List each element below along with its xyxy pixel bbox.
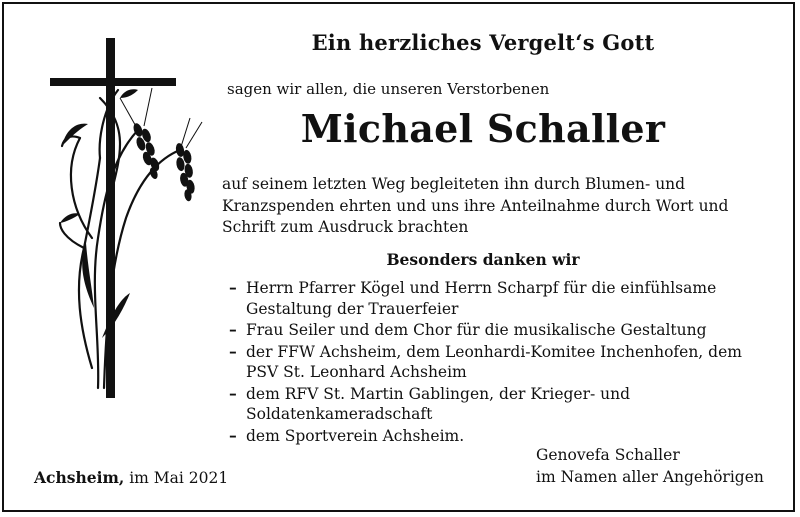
list-item-line: der FFW Achsheim, dem Leonhardi-Komitee Inchenhofen, dem — [246, 342, 742, 361]
list-item — [226, 278, 746, 319]
dash-bullet: – — [229, 383, 237, 403]
list-item-line: Herrn Pfarrer Kögel und Herrn Scharpf für die einfühlsame — [246, 279, 717, 297]
deceased-name: Michael Schaller — [300, 106, 666, 151]
gratitude-paragraph — [222, 174, 742, 239]
list-item — [226, 426, 746, 447]
dash-bullet: – — [229, 341, 237, 361]
list-item-line: PSV St. Leonhard Achsheim — [246, 363, 467, 381]
list-item — [226, 320, 746, 341]
dash-bullet: – — [229, 425, 237, 445]
thanks-heading: Besonders danken wir — [386, 250, 580, 269]
cross-with-wheat-icon — [40, 38, 210, 398]
list-item — [226, 384, 746, 425]
paragraph-line: Kranzspenden ehrten und uns ihre Anteilnahme durch Wort und — [222, 196, 729, 215]
intro-text: sagen wir allen, die unseren Verstorbenen — [227, 80, 550, 98]
list-item-line: dem RFV St. Martin Gablingen, der Krieger- und — [246, 384, 631, 403]
signer-name: Genovefa Schaller — [536, 446, 680, 464]
dash-bullet: – — [229, 320, 237, 339]
list-item-line: Gestaltung der Trauerfeier — [246, 299, 459, 318]
paragraph-line: Schrift zum Ausdruck brachten — [222, 218, 469, 236]
paragraph-line: auf seinem letzten Weg begleiteten ihn durch Blumen- und — [222, 175, 686, 193]
place-date — [34, 468, 228, 487]
place: Achsheim, — [34, 468, 125, 487]
notice-headline: Ein herzliches Vergelt‘s Gott — [311, 30, 655, 55]
dash-bullet: – — [229, 278, 237, 297]
date: im Mai 2021 — [129, 469, 229, 487]
list-item-line: Frau Seiler und dem Chor für die musikalische Gestaltung — [246, 321, 707, 339]
signer-line: im Namen aller Angehörigen — [536, 468, 764, 486]
thanks-list — [226, 278, 746, 447]
signature-block — [536, 444, 764, 488]
list-item — [226, 342, 746, 383]
list-item-line: dem Sportverein Achsheim. — [246, 426, 465, 445]
list-item-line: Soldatenkameradschaft — [246, 405, 433, 423]
